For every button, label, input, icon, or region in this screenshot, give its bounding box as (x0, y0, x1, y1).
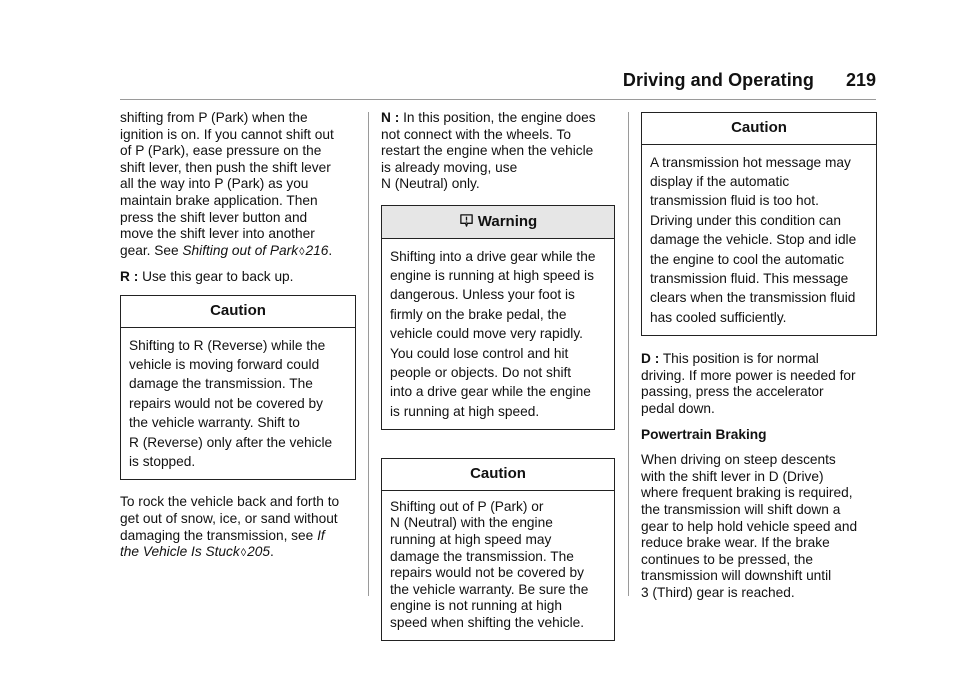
page-ref-icon: ◊ (240, 547, 247, 560)
caution-box-shift (381, 458, 615, 640)
column-left (120, 110, 356, 571)
text-line: A transmission hot message may (650, 154, 851, 170)
column-divider (628, 112, 629, 596)
text-line: transmission fluid. This message (650, 271, 849, 287)
text-line: R (Reverse) only after the vehicle (129, 434, 333, 450)
text-line: ignition is on. If you cannot shift out (120, 126, 334, 142)
gear-label-d: D : (641, 351, 660, 367)
reverse-paragraph (120, 269, 356, 286)
text-line: press the shift lever button and (120, 209, 308, 225)
text-line: the engine to cool the automatic (650, 251, 845, 267)
text-line: speed when shifting the vehicle. (390, 614, 585, 630)
text-line: shifting from P (Park) when the (120, 110, 308, 125)
neutral-paragraph (381, 110, 615, 193)
drive-paragraph (641, 351, 877, 417)
text-line: maintain brake application. Then (120, 192, 318, 208)
powertrain-braking-heading: Powertrain Braking (641, 426, 767, 442)
text-line: clears when the transmission fluid (650, 290, 856, 306)
text-line: You could lose control and hit (390, 345, 569, 361)
text-line: shift lever, then push the shift lever (120, 159, 331, 175)
text-fragment: This position is for normal (662, 351, 819, 367)
text-line: the vehicle warranty. Shift to (129, 415, 300, 431)
text-line (120, 528, 356, 545)
text-line: restart the engine when the vehicle (381, 143, 594, 159)
text-line: not connect with the wheels. To (381, 126, 571, 142)
warning-header (382, 206, 614, 239)
text-line: all the way into P (Park) as you (120, 176, 309, 192)
cross-reference-page[interactable]: 216 (305, 242, 329, 258)
text-line: Shifting out of P (Park) or (390, 498, 544, 514)
text-line: where frequent braking is required, (641, 485, 853, 501)
text-line: get out of snow, ice, or sand without (120, 510, 338, 526)
text-fragment: gear. See (120, 242, 183, 258)
section-title: Driving and Operating (622, 70, 814, 90)
warning-box (381, 205, 615, 430)
text-line: vehicle is moving forward could (129, 356, 320, 372)
text-line: move the shift lever into another (120, 226, 315, 242)
text-line: damage the transmission. The (390, 548, 574, 564)
gear-label-n: N : (381, 110, 400, 125)
page-number: 219 (845, 70, 876, 90)
text-line: Driving under this condition can (650, 212, 841, 228)
text-line: is stopped. (129, 453, 196, 469)
text-line (641, 351, 877, 368)
caution-title: Caution (382, 459, 614, 491)
text-line: N (Neutral) with the engine (390, 515, 553, 531)
text-line: reduce brake wear. If the brake (641, 535, 830, 551)
caution-title: Caution (121, 296, 355, 328)
text-line: Shifting into a drive gear while the (390, 248, 596, 264)
text-line: people or objects. Do not shift (390, 365, 572, 380)
text-line: N (Neutral) only. (381, 176, 480, 192)
text-line: vehicle could move very rapidly. (390, 326, 583, 342)
text-line: engine is not running at high (390, 598, 562, 614)
caution-body (382, 491, 614, 640)
text-line: Shifting to R (Reverse) while the (129, 337, 326, 353)
text-line: dangerous. Unless your foot is (390, 287, 575, 303)
text-line: running at high speed may (390, 532, 552, 547)
text-line: is already moving, use (381, 159, 518, 175)
text-line: is running at high speed. (390, 403, 540, 419)
text-line: To rock the vehicle back and forth to (120, 494, 340, 510)
reverse-text: Use this gear to back up. (142, 269, 294, 285)
text-line: firmly on the brake pedal, the (390, 306, 567, 322)
text-line: display if the automatic (650, 174, 790, 189)
header-divider (120, 99, 876, 100)
caution-box-reverse (120, 295, 356, 480)
warning-title: Warning (477, 212, 538, 230)
cross-reference-link[interactable]: If (317, 527, 325, 543)
braking-paragraph (641, 452, 877, 601)
text-fragment: In this position, the engine does (403, 110, 596, 125)
text-line: damage the vehicle. Stop and idle (650, 232, 857, 248)
text-line: damage the transmission. The (129, 376, 313, 392)
cross-reference-page[interactable]: 205 (247, 544, 270, 560)
text-line: engine is running at high speed is (390, 267, 594, 283)
caution-title: Caution (642, 113, 876, 145)
text-line: gear. See Shifting out of Park◊216. (120, 242, 333, 258)
text-line: repairs would not be covered by (390, 565, 585, 581)
text-line (381, 110, 615, 127)
caution-body (121, 328, 355, 480)
text-line: with the shift lever in D (Drive) (641, 468, 824, 484)
caution-box-hot (641, 112, 877, 336)
column-middle (381, 110, 615, 641)
text-line: has cooled sufficiently. (650, 309, 787, 325)
column-right (641, 110, 877, 611)
text-line: the vehicle warranty. Be sure the (390, 581, 589, 597)
gear-label-r: R : (120, 269, 139, 285)
text-line: 3 (Third) gear is reached. (641, 584, 795, 600)
text-line: repairs would not be covered by (129, 395, 324, 411)
text-line: gear to help hold vehicle speed and (641, 518, 858, 534)
text-line: of P (Park), ease pressure on the (120, 143, 322, 159)
text-line: the transmission will shift down a (641, 502, 841, 517)
text-line: continues to be pressed, the (641, 551, 813, 567)
cross-reference-link[interactable]: Shifting out of Park (182, 242, 299, 258)
text-line: the Vehicle Is Stuck◊205. (120, 544, 274, 560)
text-line: transmission will downshift until (641, 568, 832, 584)
warning-icon (459, 213, 474, 228)
warning-body (382, 239, 614, 430)
cross-reference-link[interactable]: the Vehicle Is Stuck (120, 544, 240, 560)
text-fragment: damaging the transmission, see (120, 527, 318, 543)
text-line: transmission fluid is too hot. (650, 193, 819, 209)
caution-body (642, 145, 876, 336)
text-line: pedal down. (641, 401, 715, 417)
column-divider (368, 112, 369, 596)
text-line: passing, press the accelerator (641, 384, 824, 400)
text-line: driving. If more power is needed for (641, 367, 856, 383)
park-paragraph (120, 110, 356, 260)
text-line: into a drive gear while the engine (390, 384, 591, 400)
text-line: When driving on steep descents (641, 452, 836, 468)
rocking-paragraph (120, 494, 356, 561)
page-ref-icon: ◊ (299, 245, 305, 258)
